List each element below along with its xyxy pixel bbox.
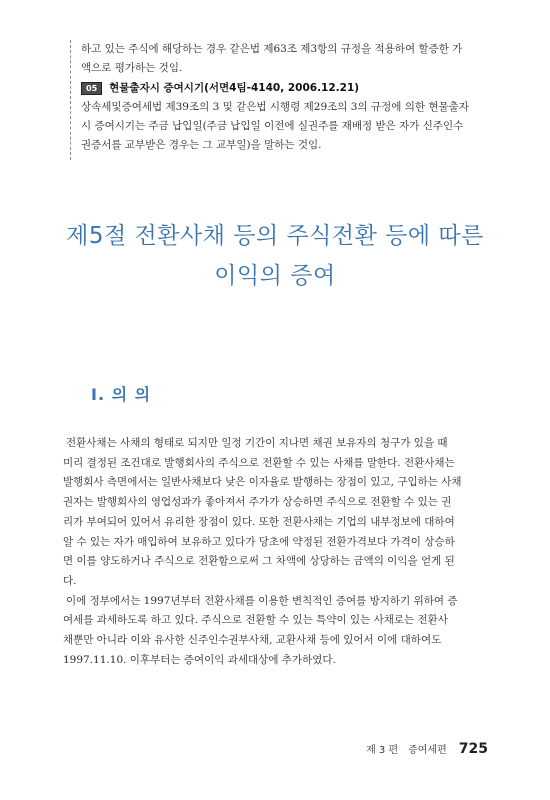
section-title-line-1: 제5절 전환사채 등의 주식전환 등에 따른 — [66, 223, 484, 249]
body-line: 여세를 과세하도록 하고 있다. 주식으로 전환할 수 있는 특약이 있는 사채로는 전환사 — [63, 614, 448, 627]
body-line: 권자는 발행회사의 영업성과가 좋아져서 주가가 상승하면 주식으로 전환할 수 있는 권 — [63, 496, 452, 509]
body-line: 알 수 있는 자가 매입하여 보유하고 있다가 당초에 약정된 전환가격보다 가격이 상승하 — [63, 535, 455, 548]
note-text-line: 하고 있는 주식에 해당하는 경우 같은법 제63조 제3항의 규정을 적용하여 할증한 가 — [81, 43, 463, 55]
page-footer — [366, 741, 488, 757]
body-line: 다. — [63, 574, 77, 587]
body-text — [63, 434, 493, 670]
body-line: 리가 부여되어 있어서 유리한 장점이 있다. 또한 전환사채는 기업의 내부정보에 대하여 — [63, 515, 455, 528]
note-text-line: 상속세및증여세법 제39조의 3 및 같은법 시행령 제29조의 3의 규정에 의한 현물출자 — [81, 101, 469, 113]
body-line: 면 이를 양도하거나 주식으로 전환함으로써 그 차액에 상당하는 금액의 이익을 얻게 된 — [63, 555, 455, 568]
body-line: 이에 정부에서는 1997년부터 전환사채를 이용한 변칙적인 증여를 방지하기 위하여 증 — [66, 594, 458, 607]
body-line: 발행회사 측면에서는 일반사채보다 낮은 이자율로 발행하는 장점이 있고, 구입하는 사채 — [63, 476, 462, 489]
section-title-line-2: 이익의 증여 — [214, 263, 336, 289]
note-text-line: 액으로 평가하는 것임. — [81, 62, 183, 74]
note-box — [70, 40, 490, 160]
subheading: Ⅰ. 의 의 — [91, 385, 152, 404]
note-text-line: 시 증여시기는 주금 납입일(주금 납입일 이전에 실권주를 재배정 받은 자가 신주인수 — [81, 120, 464, 132]
body-line: 채뿐만 아니라 이와 유사한 신주인수권부사채, 교환사채 등에 있어서 이에 대하여도 — [63, 634, 442, 647]
body-line: 미리 결정된 조건대로 발행회사의 주식으로 전환할 수 있는 사채를 말한다. 전환사채는 — [63, 456, 455, 469]
body-line: 1997.11.10. 이후부터는 증여이익 과세대상에 추가하였다. — [63, 653, 336, 666]
note-heading — [81, 79, 490, 98]
footer-part-label: 제 3 편 — [366, 745, 399, 756]
note-text-line: 권증서를 교부받은 경우는 그 교부일)을 말하는 것임. — [81, 139, 322, 151]
footer-book-label: 증여세편 — [408, 745, 447, 756]
body-line: 전환사채는 사채의 형태로 되지만 일정 기간이 지나면 채권 보유자의 청구가 있을 때 — [66, 437, 448, 449]
page-number: 725 — [458, 741, 488, 757]
note-title: 현물출자시 증여시기(서면4팀-4140, 2006.12.21) — [109, 82, 360, 94]
note-number-badge: 05 — [81, 82, 102, 95]
